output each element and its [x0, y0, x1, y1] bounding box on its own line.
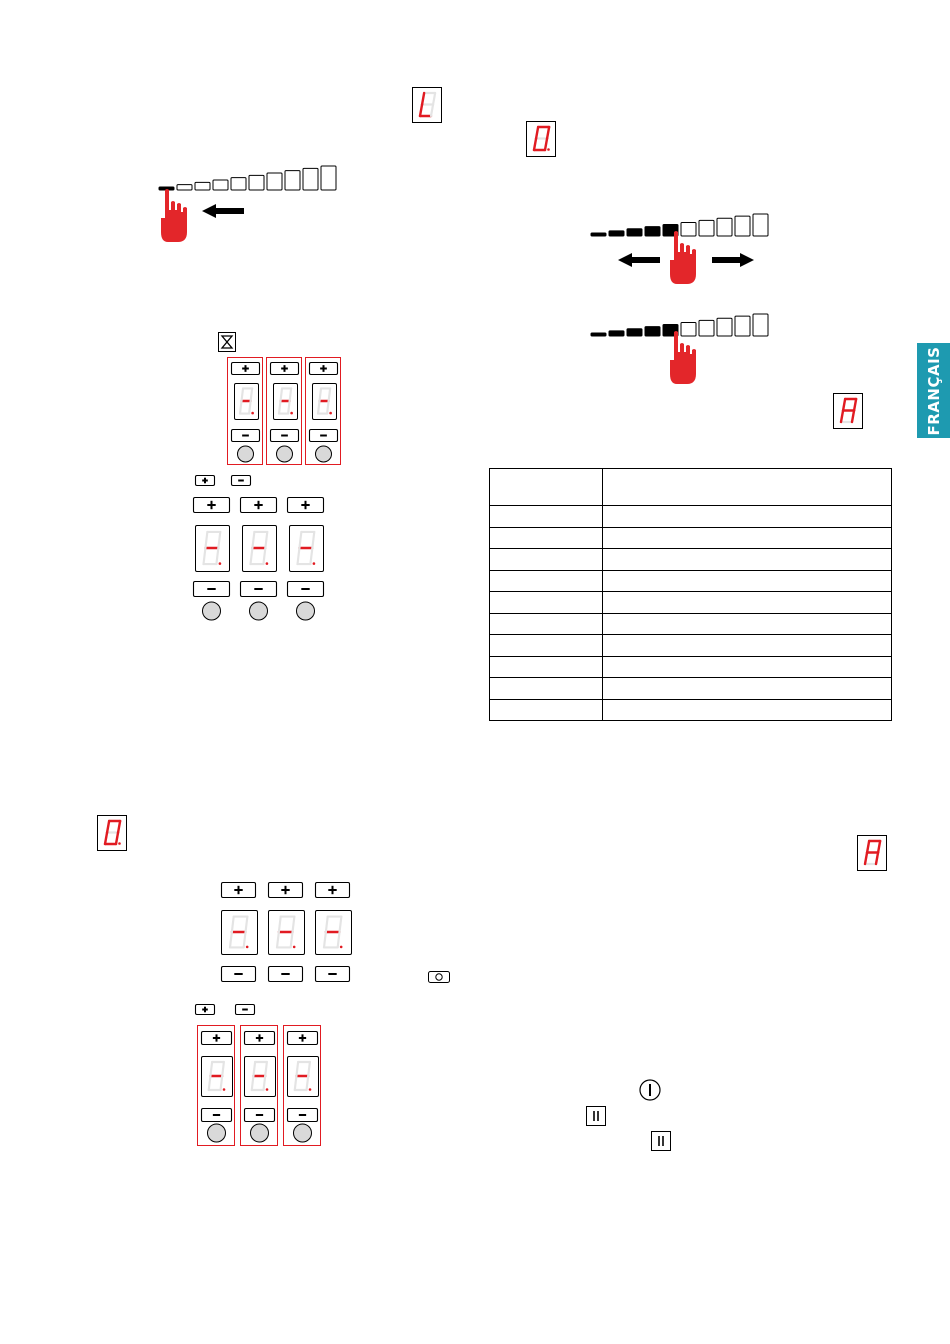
- slider-step[interactable]: [609, 331, 624, 336]
- table-row: [490, 656, 892, 678]
- cooking-zone-controls-group-3[interactable]: [220, 880, 360, 984]
- table-cell: [603, 592, 892, 614]
- slider-step[interactable]: [699, 320, 714, 336]
- table-cell: [490, 592, 603, 614]
- decimal-point: [329, 412, 332, 415]
- slider-step[interactable]: [627, 229, 642, 236]
- hand-pointer-icon: [158, 188, 192, 244]
- timer-icon[interactable]: [428, 971, 450, 983]
- pause-icon[interactable]: [586, 1106, 606, 1126]
- slider-step[interactable]: [249, 175, 264, 190]
- table-row: [490, 570, 892, 592]
- slider-step[interactable]: [321, 166, 336, 190]
- slider-step[interactable]: [267, 173, 282, 190]
- slider-step[interactable]: [735, 316, 750, 336]
- table-cell: [603, 635, 892, 657]
- table-row: [490, 699, 892, 721]
- decimal-point: [246, 946, 249, 949]
- slider-step[interactable]: [591, 333, 606, 336]
- arrow-left-icon: [202, 204, 246, 218]
- table-header-cell: [490, 469, 603, 506]
- segment: [279, 401, 281, 414]
- decimal-point: [313, 562, 316, 565]
- segment: [320, 388, 322, 401]
- cooking-zone-controls-group-2[interactable]: [192, 496, 332, 624]
- decimal-point: [118, 842, 121, 845]
- table-header-cell: [603, 469, 892, 506]
- segment: [240, 401, 242, 414]
- zone-indicator: [238, 446, 254, 462]
- language-tab-label: FRANÇAIS: [924, 346, 943, 435]
- cooking-zone-controls-group-4[interactable]: [196, 1025, 326, 1147]
- table-cell: [490, 506, 603, 528]
- table-cell: [603, 527, 892, 549]
- display-auto-A-bottom: [857, 835, 887, 871]
- slider-step[interactable]: [717, 218, 732, 236]
- table-row: [490, 527, 892, 549]
- power-level-table: [489, 468, 892, 721]
- table-cell: [603, 656, 892, 678]
- table-row: [490, 678, 892, 700]
- slider-step[interactable]: [303, 168, 318, 190]
- slider-step[interactable]: [645, 227, 660, 236]
- decimal-point: [251, 412, 254, 415]
- decimal-point: [547, 148, 550, 151]
- table-cell: [490, 699, 603, 721]
- table-row: [490, 549, 892, 571]
- hourglass-icon: [218, 332, 236, 352]
- slider-step[interactable]: [285, 171, 300, 190]
- zone-indicator: [250, 602, 268, 620]
- arrow-left-icon: [618, 253, 662, 267]
- slider-step[interactable]: [195, 182, 210, 190]
- zone-indicator: [251, 1124, 269, 1142]
- hand-pointer-icon: [667, 330, 701, 386]
- table-cell: [490, 635, 603, 657]
- segment: [281, 388, 283, 401]
- decimal-point: [309, 1088, 312, 1091]
- slider-step[interactable]: [213, 180, 228, 190]
- table-row: [490, 506, 892, 528]
- segment: [249, 401, 251, 414]
- display-zero-bottom: [97, 815, 127, 851]
- segment: [251, 388, 253, 401]
- table-row: [490, 613, 892, 635]
- hand-pointer-icon: [667, 230, 701, 286]
- slider-step[interactable]: [231, 178, 246, 190]
- segment: [329, 388, 331, 401]
- table-cell: [490, 656, 603, 678]
- slider-step[interactable]: [645, 327, 660, 336]
- decimal-point: [266, 562, 269, 565]
- slider-step[interactable]: [735, 216, 750, 236]
- plus-minus-keys-2[interactable]: [195, 1003, 255, 1017]
- segment: [242, 388, 244, 401]
- table-cell: [603, 699, 892, 721]
- segment: [327, 401, 329, 414]
- zone-indicator: [203, 602, 221, 620]
- decimal-point: [266, 1088, 269, 1091]
- decimal-point: [219, 562, 222, 565]
- cooking-zone-controls-group-1[interactable]: [226, 357, 346, 467]
- zone-indicator: [294, 1124, 312, 1142]
- table-cell: [490, 549, 603, 571]
- table-cell: [603, 570, 892, 592]
- table-cell: [603, 506, 892, 528]
- zone-indicator: [297, 602, 315, 620]
- table-cell: [490, 613, 603, 635]
- table-row: [490, 592, 892, 614]
- decimal-point: [290, 412, 293, 415]
- table-cell: [603, 678, 892, 700]
- decimal-point: [293, 946, 296, 949]
- slider-step[interactable]: [609, 231, 624, 236]
- power-icon[interactable]: [639, 1079, 661, 1101]
- slider-step[interactable]: [591, 233, 606, 236]
- table-cell: [490, 570, 603, 592]
- decimal-point: [340, 946, 343, 949]
- table-cell: [490, 678, 603, 700]
- display-zero-top: [526, 121, 556, 157]
- table-cell: [603, 549, 892, 571]
- table-header-row: [490, 469, 892, 506]
- slider-step[interactable]: [627, 329, 642, 336]
- segment: [288, 401, 290, 414]
- plus-minus-keys-1[interactable]: [195, 474, 245, 488]
- pause-icon[interactable]: [651, 1131, 671, 1151]
- segment: [290, 388, 292, 401]
- table-cell: [603, 613, 892, 635]
- segment: [318, 401, 320, 414]
- arrow-right-icon: [710, 253, 754, 267]
- slider-step[interactable]: [717, 318, 732, 336]
- zone-indicator: [277, 446, 293, 462]
- table-cell: [490, 527, 603, 549]
- slider-step[interactable]: [699, 220, 714, 236]
- slider-step[interactable]: [753, 214, 768, 236]
- display-auto-A-top: [833, 393, 863, 429]
- slider-step[interactable]: [753, 314, 768, 336]
- zone-indicator: [316, 446, 332, 462]
- display-lock-L: [412, 87, 442, 123]
- language-tab: [917, 343, 950, 438]
- table-row: [490, 635, 892, 657]
- decimal-point: [223, 1088, 226, 1091]
- zone-indicator: [208, 1124, 226, 1142]
